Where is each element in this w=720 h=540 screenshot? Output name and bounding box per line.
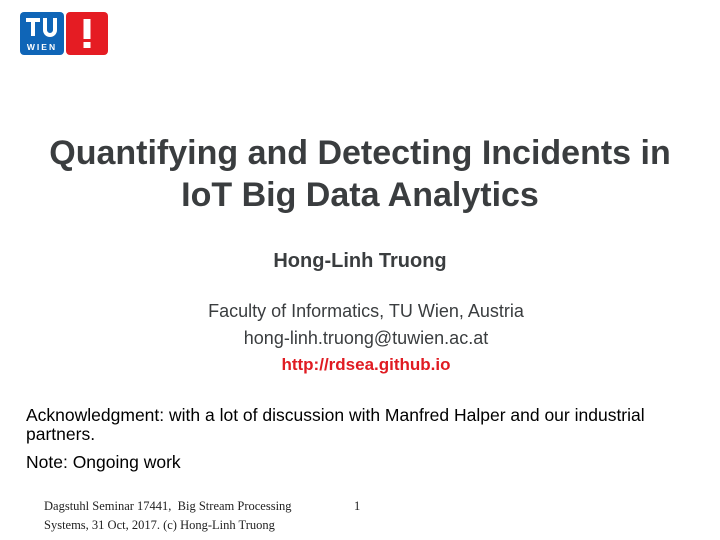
author-email: hong-linh.truong@tuwien.ac.at [243, 328, 489, 348]
tu-wien-logo-icon [20, 12, 64, 55]
footer-line-1: Dagstuhl Seminar 17441, Big Stream Processing [44, 499, 292, 513]
tu-wien-logo-text: WIEN [26, 42, 58, 52]
footer-line-2: Systems, 31 Oct, 2017. (c) Hong-Linh Truong [44, 518, 275, 532]
title-line-2: IoT Big Data Analytics [181, 176, 539, 214]
affiliation-faculty: Faculty of Informatics, TU Wien, Austria [208, 301, 524, 321]
slide-title [0, 132, 720, 216]
note-text: Note: Ongoing work [26, 452, 181, 472]
title-line-1: Quantifying and Detecting Incidents in [49, 134, 671, 172]
footer-citation [44, 497, 334, 535]
page-number: 1 [354, 499, 361, 513]
exclamation-logo-icon [66, 12, 108, 55]
website-link[interactable]: http://rdsea.github.io [281, 355, 451, 374]
author-name: Hong-Linh Truong [273, 250, 447, 272]
acknowledgment-text: Acknowledgment: with a lot of discussion with Manfred Halper and our industrial partners. [26, 405, 645, 444]
